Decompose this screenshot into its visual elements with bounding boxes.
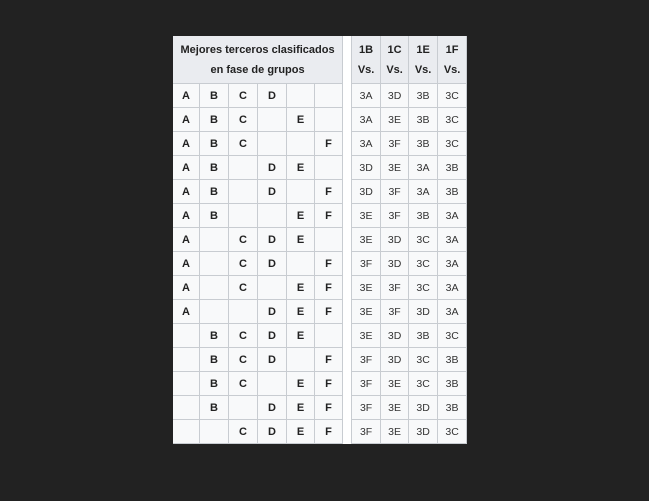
table-row (173, 132, 467, 156)
matchup-cell: 3E (381, 108, 409, 132)
group-cell (229, 180, 258, 204)
matchup-cell: 3E (352, 324, 381, 348)
matchup-cell: 3E (352, 228, 381, 252)
column-separator (343, 84, 352, 108)
group-cell: C (229, 372, 258, 396)
group-cell (229, 396, 258, 420)
matchup-cell: 3C (438, 108, 467, 132)
matchup-cell: 3A (409, 180, 438, 204)
matchup-cell: 3A (352, 108, 381, 132)
group-cell: F (315, 348, 343, 372)
matchup-cell: 3A (438, 300, 467, 324)
group-cell (287, 252, 315, 276)
matchup-cell: 3F (352, 252, 381, 276)
group-cell: C (229, 84, 258, 108)
column-separator (343, 372, 352, 396)
group-cell (173, 396, 200, 420)
group-cell: D (258, 396, 287, 420)
table-row (173, 180, 467, 204)
matchup-cell: 3B (409, 108, 438, 132)
group-cell: F (315, 180, 343, 204)
table-row (173, 204, 467, 228)
column-separator (343, 108, 352, 132)
group-cell: D (258, 420, 287, 444)
group-cell: C (229, 348, 258, 372)
column-separator (343, 156, 352, 180)
group-cell: B (200, 348, 229, 372)
group-cell: F (315, 276, 343, 300)
group-cell: C (229, 276, 258, 300)
group-cell: C (229, 252, 258, 276)
matchup-cell: 3A (352, 132, 381, 156)
matchup-cell: 3C (438, 420, 467, 444)
matchup-cell: 3A (352, 84, 381, 108)
matchup-cell: 3D (409, 396, 438, 420)
matchup-cell: 3D (381, 228, 409, 252)
group-cell: B (200, 204, 229, 228)
group-cell: F (315, 396, 343, 420)
matchup-cell: 3F (381, 300, 409, 324)
matchup-cell: 3F (381, 180, 409, 204)
matchup-cell: 3E (352, 300, 381, 324)
group-cell: E (287, 156, 315, 180)
group-cell: C (229, 324, 258, 348)
group-cell (315, 324, 343, 348)
matchup-cell: 3F (381, 204, 409, 228)
matchup-cell: 3D (409, 300, 438, 324)
group-cell (287, 348, 315, 372)
group-cell (200, 420, 229, 444)
group-cell: B (200, 156, 229, 180)
matchup-cell: 3F (352, 420, 381, 444)
matchup-cell: 3F (352, 372, 381, 396)
group-cell: A (173, 84, 200, 108)
table-row (173, 228, 467, 252)
group-cell: A (173, 180, 200, 204)
group-cell (287, 132, 315, 156)
group-cell: F (315, 252, 343, 276)
group-cell: E (287, 420, 315, 444)
group-cell: B (200, 396, 229, 420)
group-cell: E (287, 300, 315, 324)
column-separator (343, 324, 352, 348)
group-cell (315, 156, 343, 180)
matchup-cell: 3A (438, 228, 467, 252)
matchup-cell: 3F (352, 348, 381, 372)
group-cell (200, 252, 229, 276)
matchup-header-1c: 1C Vs. (381, 36, 409, 84)
table-row (173, 84, 467, 108)
matchup-cell: 3A (438, 252, 467, 276)
matchup-cell: 3F (381, 132, 409, 156)
group-cell (287, 84, 315, 108)
matchup-cell: 3B (438, 396, 467, 420)
group-cell (200, 300, 229, 324)
group-cell: A (173, 276, 200, 300)
group-cell: A (173, 156, 200, 180)
group-cell: A (173, 132, 200, 156)
group-cell: D (258, 252, 287, 276)
matchup-cell: 3E (381, 396, 409, 420)
group-cell: A (173, 204, 200, 228)
table-row (173, 276, 467, 300)
groups-column-header: Mejores terceros clasificados en fase de grupos (173, 36, 343, 84)
group-cell (173, 348, 200, 372)
matchup-cell: 3C (409, 228, 438, 252)
group-cell (229, 156, 258, 180)
matchup-cell: 3C (409, 348, 438, 372)
group-cell: C (229, 132, 258, 156)
group-cell: A (173, 252, 200, 276)
matchup-cell: 3D (381, 84, 409, 108)
matchup-cell: 3B (409, 132, 438, 156)
table-row (173, 324, 467, 348)
matchup-cell: 3B (409, 324, 438, 348)
group-cell (315, 228, 343, 252)
group-cell (258, 276, 287, 300)
matchup-cell: 3A (438, 276, 467, 300)
matchup-header-1f: 1F Vs. (438, 36, 467, 84)
matchup-cell: 3A (438, 204, 467, 228)
matchup-cell: 3C (438, 84, 467, 108)
group-cell: D (258, 324, 287, 348)
matchup-cell: 3B (438, 348, 467, 372)
group-cell (258, 372, 287, 396)
group-cell: A (173, 228, 200, 252)
column-separator (343, 180, 352, 204)
group-cell: C (229, 228, 258, 252)
group-cell (200, 276, 229, 300)
matchup-cell: 3D (409, 420, 438, 444)
group-cell: E (287, 228, 315, 252)
group-cell: D (258, 228, 287, 252)
matchup-cell: 3A (409, 156, 438, 180)
best-third-placed-table-panel (173, 36, 467, 444)
group-cell: A (173, 108, 200, 132)
column-separator (343, 252, 352, 276)
group-cell: F (315, 132, 343, 156)
group-cell: B (200, 84, 229, 108)
group-cell: D (258, 84, 287, 108)
group-cell: F (315, 300, 343, 324)
table-row (173, 252, 467, 276)
group-cell: A (173, 300, 200, 324)
group-cell: D (258, 300, 287, 324)
table-body (173, 84, 467, 444)
column-separator (343, 204, 352, 228)
column-separator (343, 36, 352, 84)
column-separator (343, 396, 352, 420)
matchup-header-1b: 1B Vs. (352, 36, 381, 84)
group-cell (173, 324, 200, 348)
group-cell: F (315, 420, 343, 444)
table-header-row (173, 36, 467, 84)
matchup-cell: 3C (409, 252, 438, 276)
matchup-cell: 3D (381, 348, 409, 372)
matchup-cell: 3D (381, 252, 409, 276)
matchup-cell: 3C (438, 324, 467, 348)
matchup-cell: 3E (381, 156, 409, 180)
group-cell: E (287, 396, 315, 420)
matchup-cell: 3B (409, 204, 438, 228)
column-separator (343, 276, 352, 300)
column-separator (343, 420, 352, 444)
matchup-cell: 3B (438, 372, 467, 396)
matchup-cell: 3B (409, 84, 438, 108)
group-cell: E (287, 276, 315, 300)
matchup-cell: 3F (352, 396, 381, 420)
matchup-cell: 3E (381, 372, 409, 396)
table-row (173, 396, 467, 420)
group-cell: B (200, 132, 229, 156)
column-separator (343, 228, 352, 252)
group-cell (315, 84, 343, 108)
matchup-cell: 3E (352, 276, 381, 300)
table-row (173, 108, 467, 132)
group-cell: E (287, 108, 315, 132)
group-cell: B (200, 180, 229, 204)
group-cell: E (287, 324, 315, 348)
best-third-placed-table (173, 36, 467, 444)
group-cell: B (200, 372, 229, 396)
group-cell (173, 372, 200, 396)
table-row (173, 156, 467, 180)
column-separator (343, 132, 352, 156)
matchup-cell: 3E (352, 204, 381, 228)
group-cell: D (258, 348, 287, 372)
group-cell (258, 132, 287, 156)
matchup-cell: 3E (381, 420, 409, 444)
matchup-header-1e: 1E Vs. (409, 36, 438, 84)
group-cell: B (200, 108, 229, 132)
group-cell (287, 180, 315, 204)
group-cell: E (287, 204, 315, 228)
group-cell (229, 204, 258, 228)
group-cell (173, 420, 200, 444)
matchup-cell: 3B (438, 180, 467, 204)
group-cell: F (315, 204, 343, 228)
matchup-cell: 3C (438, 132, 467, 156)
matchup-cell: 3F (381, 276, 409, 300)
column-separator (343, 300, 352, 324)
group-cell (200, 228, 229, 252)
matchup-cell: 3D (352, 180, 381, 204)
table-row (173, 348, 467, 372)
matchup-cell: 3D (381, 324, 409, 348)
table-row (173, 420, 467, 444)
matchup-cell: 3B (438, 156, 467, 180)
matchup-cell: 3D (352, 156, 381, 180)
column-separator (343, 348, 352, 372)
matchup-cell: 3C (409, 372, 438, 396)
matchup-cell: 3C (409, 276, 438, 300)
group-cell (315, 108, 343, 132)
group-cell: F (315, 372, 343, 396)
group-cell (229, 300, 258, 324)
group-cell: B (200, 324, 229, 348)
group-cell: C (229, 108, 258, 132)
group-cell (258, 108, 287, 132)
group-cell: E (287, 372, 315, 396)
table-row (173, 300, 467, 324)
group-cell: D (258, 180, 287, 204)
group-cell (258, 204, 287, 228)
group-cell: C (229, 420, 258, 444)
table-row (173, 372, 467, 396)
group-cell: D (258, 156, 287, 180)
